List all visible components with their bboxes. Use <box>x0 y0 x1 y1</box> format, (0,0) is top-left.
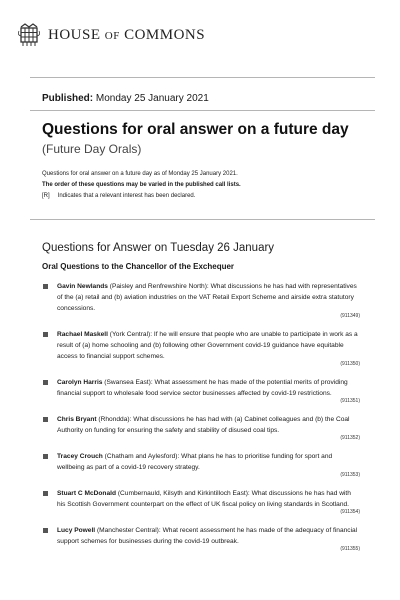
bullet-square-icon <box>43 380 48 385</box>
member-name: Stuart C McDonald <box>57 490 116 497</box>
question-item <box>42 488 360 516</box>
question-item <box>42 329 360 368</box>
page-title: Questions for oral answer on a future day <box>42 121 349 138</box>
bullet-square-icon <box>43 528 48 533</box>
question-item <box>42 525 360 553</box>
question-number: (911349) <box>340 313 360 319</box>
bullet-square-icon <box>43 491 48 496</box>
question-text: What recent assessment he has made of the adequacy of financial support schemes for businesses during the covid-19 outbreak. <box>57 527 358 545</box>
question-number: (911354) <box>340 509 360 515</box>
house-title-word-3: COMMONS <box>124 26 206 43</box>
page-subtitle: (Future Day Orals) <box>42 142 142 156</box>
published-date: Monday 25 January 2021 <box>95 93 209 104</box>
question-item <box>42 451 360 479</box>
question-number: (911355) <box>340 546 360 552</box>
question-item <box>42 281 360 320</box>
constituency: (Chatham and Aylesford): <box>104 453 180 460</box>
question-item <box>42 377 360 405</box>
bullet-square-icon <box>43 417 48 422</box>
intro-line-1: Questions for oral answer on a future day as of Monday 25 January 2021. <box>42 171 238 177</box>
question-list <box>42 281 360 562</box>
question-number: (911353) <box>340 472 360 478</box>
divider-intro <box>30 219 375 220</box>
question-text: If he will ensure that people who are unable to participate in work as a result of (a) home schooling and (b) following other Government covid-19 guidance have equitable access to financial support schemes. <box>57 331 358 360</box>
relevant-interest-tag: [R] <box>42 193 50 199</box>
intro-line-2: The order of these questions may be varied in the published call lists. <box>42 182 241 188</box>
constituency: (Rhondda): <box>98 416 132 423</box>
member-name: Chris Bryant <box>57 416 97 423</box>
member-name: Lucy Powell <box>57 527 96 534</box>
question-text: What plans he has to prioritise funding for sport and wellbeing as part of a covid-19 recovery strategy. <box>57 453 333 471</box>
bullet-square-icon <box>43 332 48 337</box>
member-name: Tracey Crouch <box>57 453 103 460</box>
question-number: (911351) <box>340 398 360 404</box>
relevant-interest-text: Indicates that a relevant interest has been declared. <box>57 193 196 199</box>
bullet-square-icon <box>43 284 48 289</box>
constituency: (York Central): <box>109 331 153 338</box>
constituency: (Manchester Central): <box>96 527 161 534</box>
sub-heading: Oral Questions to the Chancellor of the Exchequer <box>42 262 235 271</box>
question-text: What discussions he has had with (a) Cabinet colleagues and (b) the Coal Authority on funding for ensuring the safety and stability of disused coal tips. <box>57 416 350 434</box>
constituency: (Paisley and Renfrewshire North): <box>109 283 209 290</box>
published-label: Published: <box>42 93 94 104</box>
section-heading: Questions for Answer on Tuesday 26 January <box>42 242 275 254</box>
bullet-square-icon <box>43 454 48 459</box>
divider-top <box>30 77 375 78</box>
constituency: (Cumbernauld, Kilsyth and Kirkintilloch East): <box>117 490 250 497</box>
question-text: What discussions he has had with his Scottish Government counterpart on the effect of UK fiscal policy on living standards in Scotland. <box>57 490 351 508</box>
question-item <box>42 414 360 442</box>
member-name: Rachael Maskell <box>57 331 108 338</box>
divider-published <box>30 110 375 111</box>
portcullis-crest-icon <box>18 22 40 48</box>
question-number: (911352) <box>340 435 360 441</box>
published-line <box>42 93 209 104</box>
constituency: (Swansea East): <box>104 379 153 386</box>
member-name: Gavin Newlands <box>57 283 108 290</box>
page-header <box>18 20 205 50</box>
member-name: Carolyn Harris <box>57 379 103 386</box>
house-title-word-2: OF <box>104 29 120 42</box>
intro-notes <box>42 169 372 202</box>
question-text: What discussions he has had with representatives of the (a) retail and (b) aviation industries on the VAT Retail Export Scheme and airside extra statutory concessions. <box>57 283 357 312</box>
question-text: What assessment he has made of the potential merits of providing financial support to wholesale food service sector businesses affected by covid-19 restrictions. <box>57 379 348 397</box>
house-title-word-1: HOUSE <box>48 26 101 43</box>
question-number: (911350) <box>340 361 360 367</box>
house-title <box>48 27 205 44</box>
intro-line-3 <box>42 191 372 202</box>
